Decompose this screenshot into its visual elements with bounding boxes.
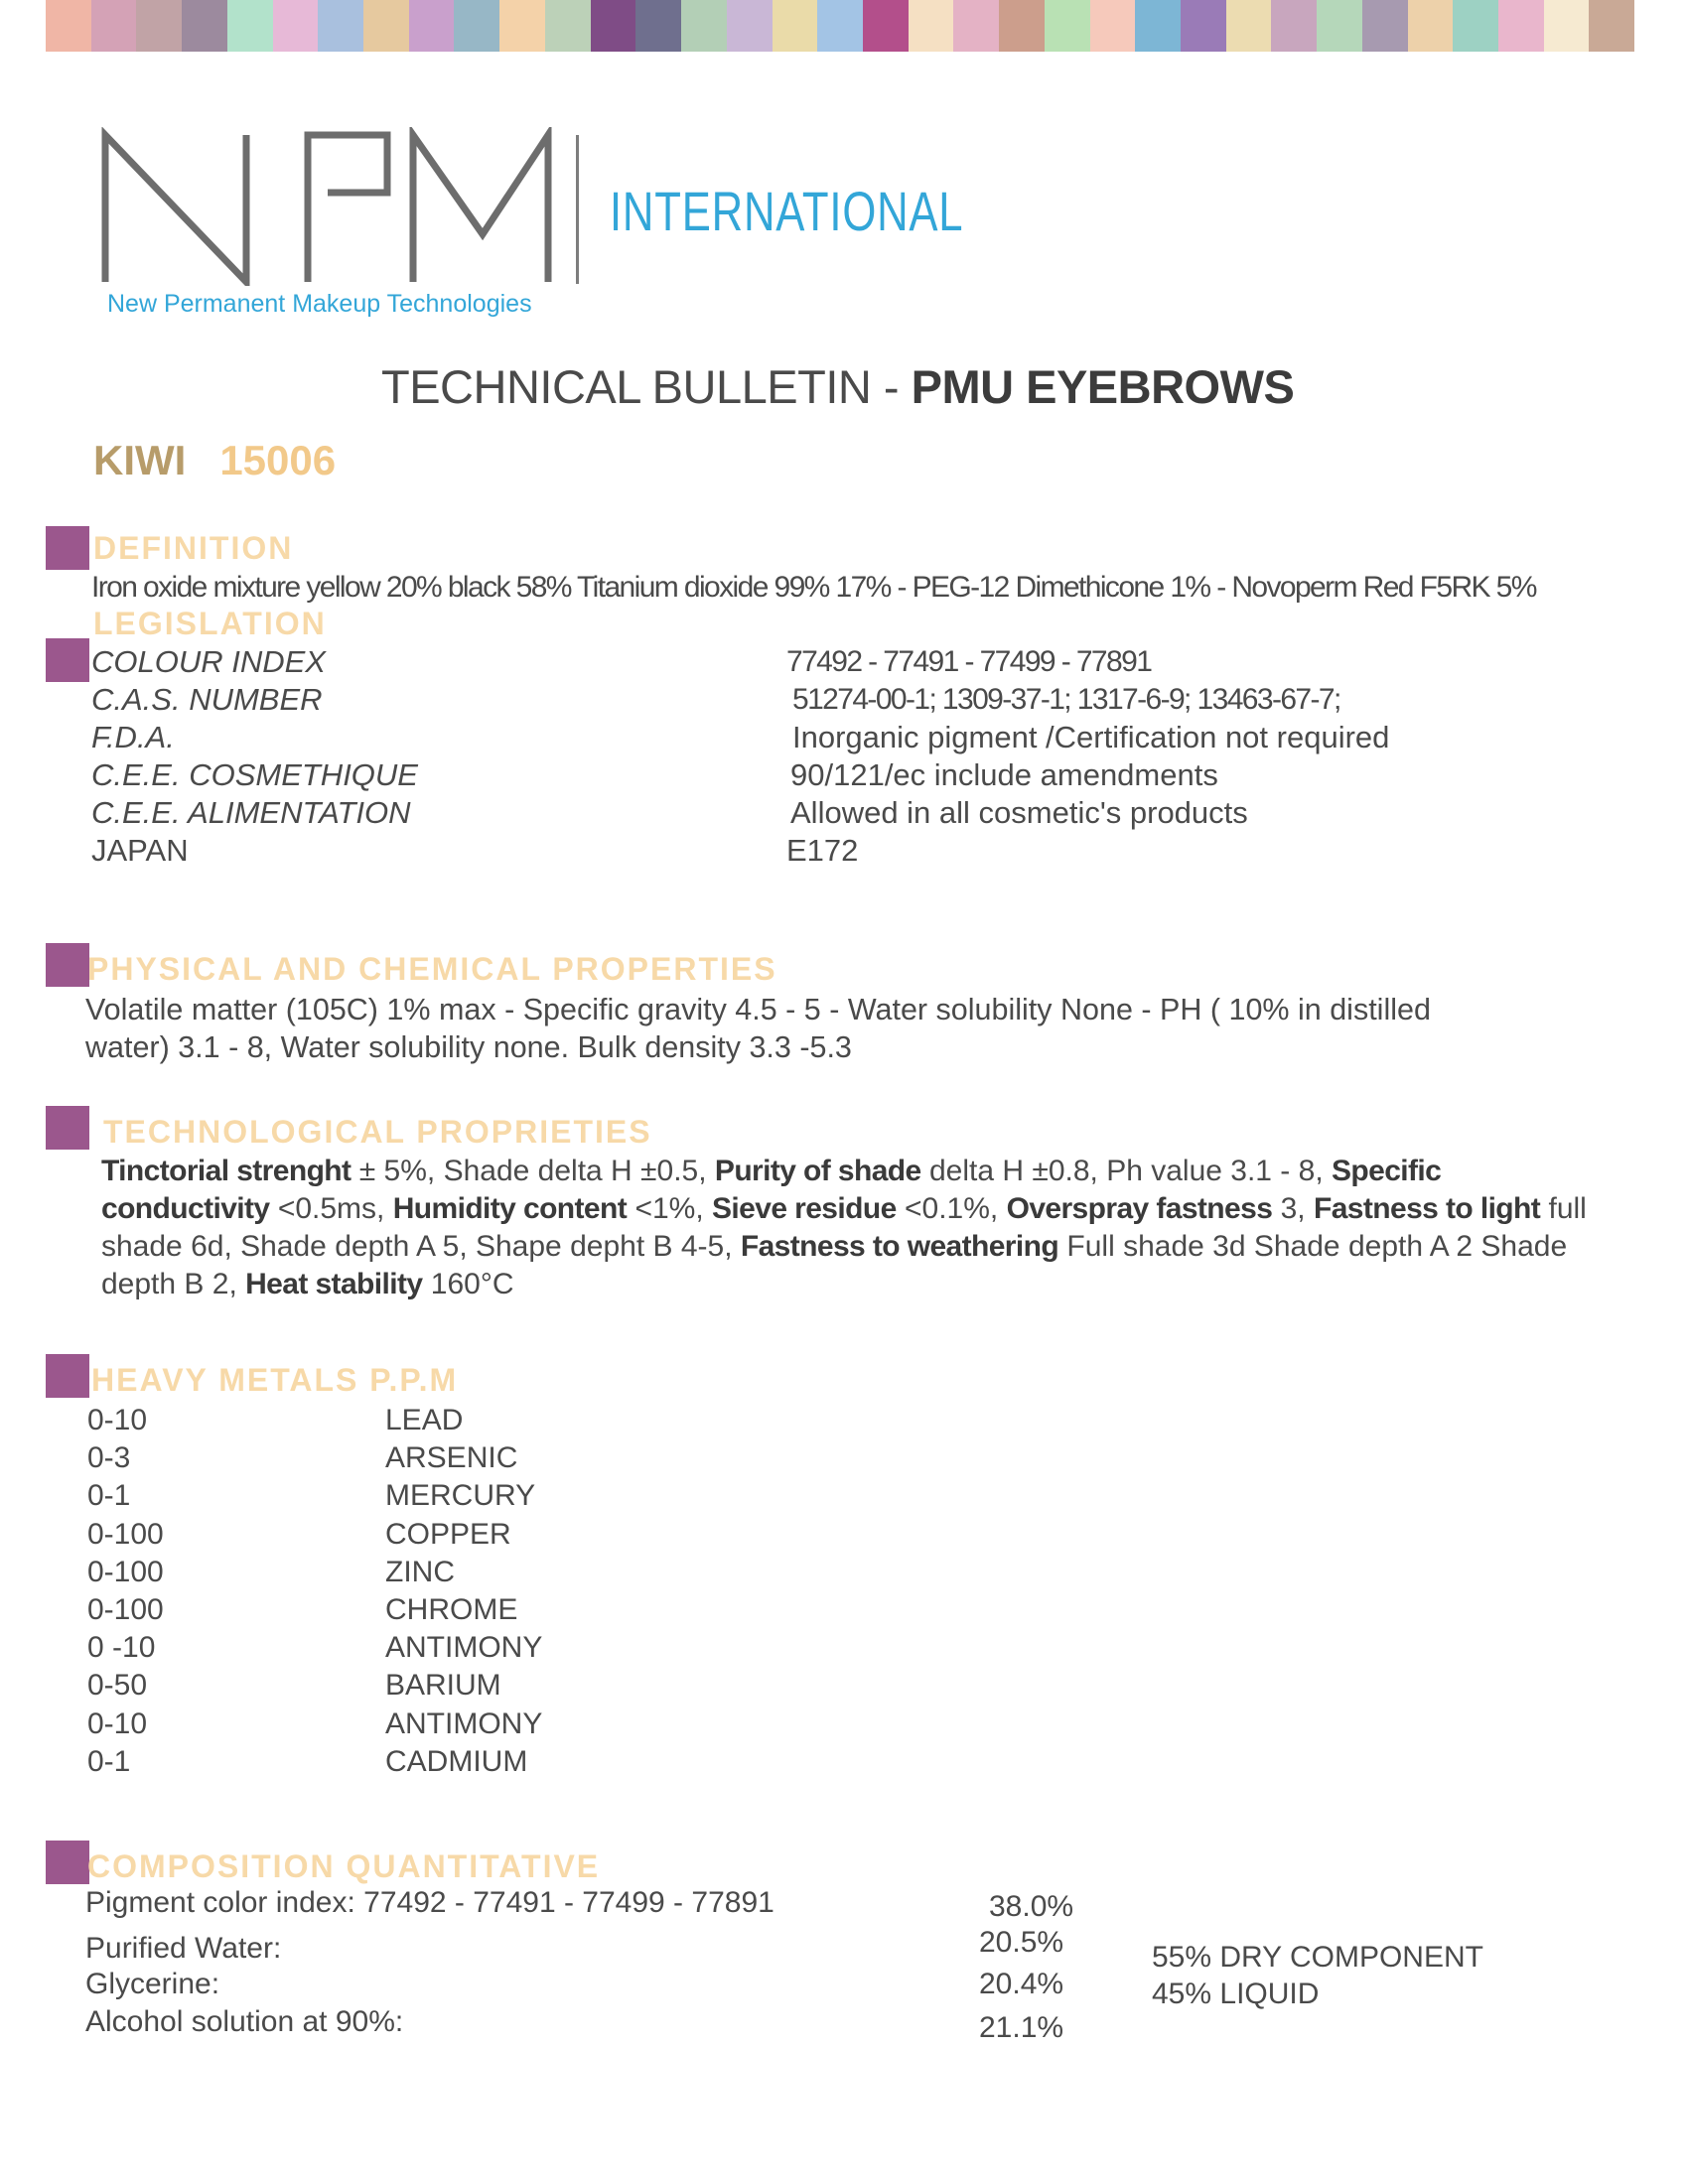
composition-value: 38.0% (989, 1890, 1074, 1923)
color-swatch (1408, 0, 1454, 52)
tech-value: <1%, (627, 1192, 713, 1225)
composition-label: Purified Water: (85, 1932, 282, 1965)
color-swatch (499, 0, 545, 52)
color-swatch (909, 0, 954, 52)
legislation-label: COLOUR INDEX (91, 644, 326, 679)
legislation-value: Inorganic pigment /Certification not required (792, 720, 1390, 754)
metal-name: ARSENIC (385, 1441, 518, 1475)
legislation-label: C.A.S. NUMBER (91, 682, 323, 717)
tech-value: 3, (1272, 1192, 1314, 1225)
color-swatch (953, 0, 999, 52)
color-swatch (681, 0, 727, 52)
metal-range: 0-10 (87, 1706, 148, 1740)
definition-text: Iron oxide mixture yellow 20% black 58% Titanium dioxide 99% 17% - PEG-12 Dimethicone 1% - Novoperm Red F5RK 5% (91, 571, 1536, 604)
metal-name: CADMIUM (385, 1744, 528, 1778)
title-bold: PMU EYEBROWS (911, 360, 1295, 413)
composition-value: 21.1% (979, 2011, 1064, 2044)
section-marker (46, 638, 89, 682)
tech-value: ± 5%, Shade delta H ±0.5, (351, 1155, 715, 1187)
color-swatch (635, 0, 681, 52)
metal-range: 0 -10 (87, 1631, 156, 1665)
color-swatch (1045, 0, 1090, 52)
metal-range: 0-3 (87, 1441, 131, 1475)
color-strip (46, 0, 1634, 52)
color-swatch (363, 0, 409, 52)
color-swatch (318, 0, 363, 52)
metal-name: COPPER (385, 1517, 511, 1551)
color-swatch (1181, 0, 1226, 52)
color-swatch (409, 0, 455, 52)
product-line (93, 437, 336, 484)
tech-term: Humidity content (392, 1192, 628, 1225)
composition-heading: COMPOSITION QUANTITATIVE (87, 1848, 601, 1884)
metal-name: ZINC (385, 1555, 455, 1588)
color-swatch (773, 0, 818, 52)
color-swatch (1226, 0, 1272, 52)
tech-term: Fastness to light (1313, 1192, 1541, 1225)
tech-term: Tinctorial strenght (101, 1155, 352, 1187)
section-marker (46, 526, 89, 570)
color-swatch (999, 0, 1045, 52)
composition-summary-liquid: 45% LIQUID (1152, 1978, 1320, 2010)
technological-text (101, 1153, 1611, 1303)
composition-summary-dry: 55% DRY COMPONENT (1152, 1941, 1483, 1974)
tech-value: delta H ±0.8, Ph value 3.1 - 8, (920, 1155, 1332, 1187)
product-code: 15006 (219, 437, 337, 483)
legislation-value: 51274-00-1; 1309-37-1; 1317-6-9; 13463-67-7; (792, 683, 1340, 716)
metal-name: BARIUM (385, 1669, 501, 1703)
metal-name: LEAD (385, 1404, 464, 1436)
color-swatch (727, 0, 773, 52)
legislation-value: E172 (786, 833, 859, 868)
color-swatch (227, 0, 273, 52)
color-swatch (1544, 0, 1590, 52)
composition-label: Alcohol solution at 90%: (85, 2005, 404, 2038)
color-swatch (182, 0, 227, 52)
metal-range: 0-50 (87, 1669, 148, 1703)
color-swatch (1498, 0, 1544, 52)
tech-value: <0.1%, (896, 1192, 1007, 1225)
composition-label: Pigment color index: 77492 - 77491 - 77499 - 77891 (85, 1886, 774, 1919)
metal-name: ANTIMONY (385, 1706, 543, 1740)
composition-label: Glycerine: (85, 1968, 220, 2000)
tech-term: Overspray fastness (1006, 1192, 1273, 1225)
legislation-label: F.D.A. (91, 720, 175, 754)
metal-name: MERCURY (385, 1479, 536, 1513)
metal-range: 0-100 (87, 1517, 164, 1551)
section-marker (46, 1106, 89, 1150)
legislation-value: 90/121/ec include amendments (790, 757, 1218, 792)
tech-value: 160°C (422, 1268, 514, 1300)
legislation-label: JAPAN (91, 833, 189, 868)
legislation-value: 77492 - 77491 - 77499 - 77891 (786, 645, 1152, 678)
title-prefix: TECHNICAL BULLETIN - (381, 360, 912, 413)
tech-term: Specific conductivity (101, 1155, 1442, 1225)
metal-name: ANTIMONY (385, 1631, 543, 1665)
logo-international: INTERNATIONAL (610, 180, 964, 242)
color-swatch (591, 0, 636, 52)
composition-value: 20.5% (979, 1926, 1064, 1959)
color-swatch (1271, 0, 1317, 52)
physical-heading: PHYSICAL AND CHEMICAL PROPERTIES (87, 951, 777, 987)
tech-value: full shade 6d, Shade depth A 5, Shape depht B 4-5, (101, 1192, 1587, 1263)
tech-term: Sieve residue (712, 1192, 897, 1225)
tech-value: Full shade 3d Shade depth A 2 Shade depth B 2, (101, 1230, 1568, 1300)
tech-value: <0.5ms, (269, 1192, 393, 1225)
npm-logo (99, 127, 556, 286)
technological-heading: TECHNOLOGICAL PROPRIETIES (103, 1114, 652, 1150)
legislation-heading: LEGISLATION (93, 606, 327, 641)
tech-term: Heat stability (245, 1268, 423, 1300)
page-title (381, 359, 1294, 414)
legislation-table (91, 643, 1481, 870)
color-swatch (454, 0, 499, 52)
logo-tagline: New Permanent Makeup Technologies (107, 290, 532, 318)
product-name: KIWI (93, 437, 187, 483)
color-swatch (1317, 0, 1362, 52)
section-marker (46, 1841, 89, 1884)
section-marker (46, 1354, 89, 1398)
section-marker (46, 943, 89, 987)
metal-range: 0-100 (87, 1592, 164, 1626)
color-swatch (863, 0, 909, 52)
color-swatch (91, 0, 137, 52)
tech-term: Fastness to weathering (740, 1230, 1059, 1263)
metals-heading: HEAVY METALS P.P.M (91, 1362, 459, 1398)
legislation-value: Allowed in all cosmetic's products (790, 795, 1248, 830)
physical-text-line1: Volatile matter (105C) 1% max - Specific gravity 4.5 - 5 - Water solubility None - PH ( 10% in distilled (85, 993, 1431, 1026)
metal-name: CHROME (385, 1592, 518, 1626)
legislation-label: C.E.E. ALIMENTATION (91, 795, 411, 830)
color-swatch (1362, 0, 1408, 52)
metal-range: 0-100 (87, 1555, 164, 1588)
definition-heading: DEFINITION (93, 530, 294, 566)
color-swatch (1589, 0, 1634, 52)
metal-range: 0-10 (87, 1404, 148, 1436)
color-swatch (817, 0, 863, 52)
legislation-label: C.E.E. COSMETHIQUE (91, 757, 418, 792)
metals-table (87, 1402, 683, 1781)
metal-range: 0-1 (87, 1744, 131, 1778)
color-swatch (46, 0, 91, 52)
physical-text-line2: water) 3.1 - 8, Water solubility none. Bulk density 3.3 -5.3 (85, 1030, 852, 1064)
color-swatch (1135, 0, 1181, 52)
color-swatch (136, 0, 182, 52)
logo-divider (576, 135, 579, 284)
composition-value: 20.4% (979, 1968, 1064, 2000)
color-swatch (1090, 0, 1136, 52)
color-swatch (273, 0, 319, 52)
tech-term: Purity of shade (714, 1155, 921, 1187)
color-swatch (545, 0, 591, 52)
color-swatch (1453, 0, 1498, 52)
metal-range: 0-1 (87, 1479, 131, 1513)
